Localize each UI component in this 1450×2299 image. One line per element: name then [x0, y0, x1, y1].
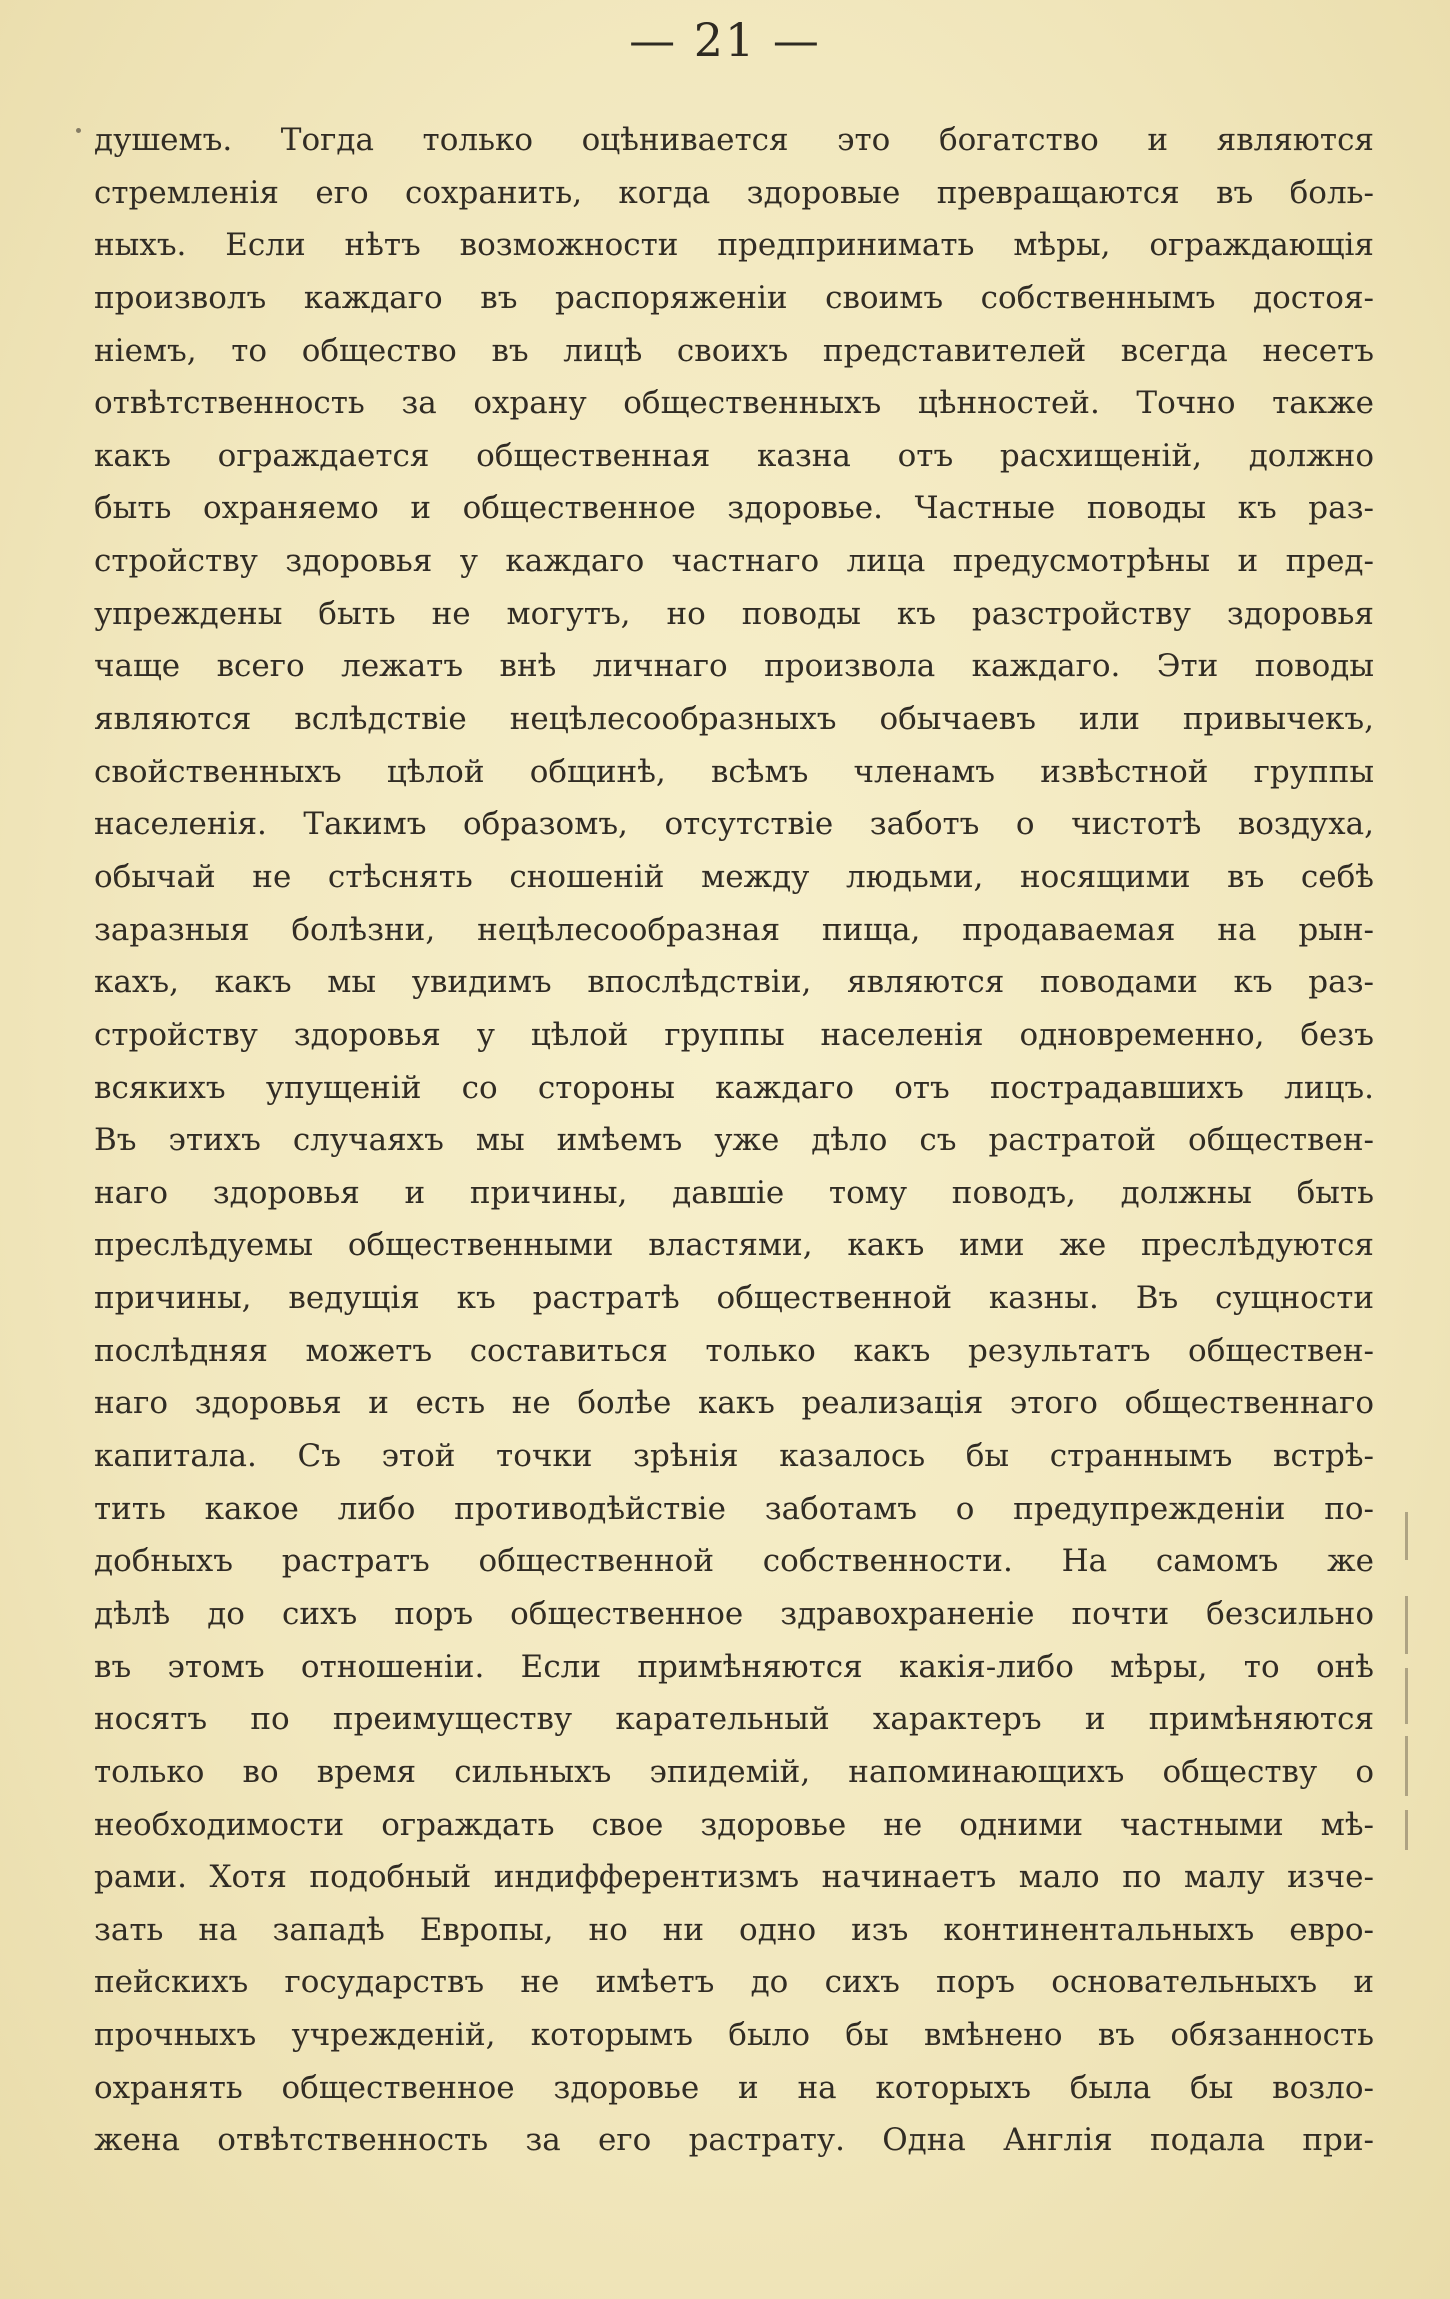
- text-line: дѣлѣ до сихъ поръ общественное здравохраненіе почти безсильно: [94, 1595, 1374, 1632]
- body-text: [94, 114, 1374, 2167]
- text-line: прочныхъ учрежденій, которымъ было бы вмѣнено въ обязанность: [94, 2017, 1374, 2054]
- text-line: рами. Хотя подобный индифферентизмъ начинаетъ мало по малу изче-: [94, 1859, 1374, 1896]
- margin-mark: [1405, 1736, 1408, 1796]
- text-line: носятъ по преимуществу карательный характеръ и примѣняются: [94, 1701, 1374, 1738]
- text-line: всякихъ упущеній со стороны каждаго отъ пострадавшихъ лицъ.: [94, 1069, 1374, 1106]
- text-line: пейскихъ государствъ не имѣетъ до сихъ поръ основательныхъ и: [94, 1964, 1374, 2001]
- text-line: зать на западѣ Европы, но ни одно изъ континентальныхъ евро-: [94, 1911, 1374, 1948]
- text-line: кахъ, какъ мы увидимъ впослѣдствіи, являются поводами къ раз-: [94, 964, 1374, 1001]
- text-line: стройству здоровья у цѣлой группы населенія одновременно, безъ: [94, 1016, 1374, 1053]
- text-line: въ этомъ отношеніи. Если примѣняются какія-либо мѣры, то онѣ: [94, 1648, 1374, 1685]
- text-line: заразныя болѣзни, нецѣлесообразная пища, продаваемая на рын-: [94, 911, 1374, 948]
- text-line: стремленія его сохранить, когда здоровые превращаются въ боль-: [94, 174, 1374, 211]
- text-line: добныхъ растратъ общественной собственности. На самомъ же: [94, 1543, 1374, 1580]
- text-line: наго здоровья и есть не болѣе какъ реализація этого общественнаго: [94, 1385, 1374, 1422]
- text-line: свойственныхъ цѣлой общинѣ, всѣмъ членамъ извѣстной группы: [94, 753, 1374, 790]
- text-line: наго здоровья и причины, давшіе тому поводъ, должны быть: [94, 1174, 1374, 1211]
- page-number: — 21 —: [629, 13, 821, 67]
- text-line: произволъ каждаго въ распоряженіи своимъ собственнымъ достоя-: [94, 279, 1374, 316]
- text-line: населенія. Такимъ образомъ, отсутствіе заботъ о чистотѣ воздуха,: [94, 806, 1374, 843]
- ink-speck: [76, 128, 81, 133]
- text-line: стройству здоровья у каждаго частнаго лица предусмотрѣны и пред-: [94, 543, 1374, 580]
- text-line: капитала. Съ этой точки зрѣнія казалось бы страннымъ встрѣ-: [94, 1438, 1374, 1475]
- text-line: чаще всего лежатъ внѣ личнаго произвола каждаго. Эти поводы: [94, 648, 1374, 685]
- text-line: ніемъ, то общество въ лицѣ своихъ представителей всегда несетъ: [94, 332, 1374, 369]
- text-line: обычай не стѣснять сношеній между людьми, носящими въ себѣ: [94, 858, 1374, 895]
- margin-mark: [1405, 1512, 1408, 1560]
- text-line: охранять общественное здоровье и на которыхъ была бы возло-: [94, 2069, 1374, 2106]
- text-line: какъ ограждается общественная казна отъ расхищеній, должно: [94, 437, 1374, 474]
- text-line: только во время сильныхъ эпидемій, напоминающихъ обществу о: [94, 1753, 1374, 1790]
- text-line: ныхъ. Если нѣтъ возможности предпринимать мѣры, ограждающія: [94, 227, 1374, 264]
- margin-mark: [1405, 1596, 1408, 1654]
- text-line: послѣдняя можетъ составиться только какъ результатъ обществен-: [94, 1332, 1374, 1369]
- text-line: упреждены быть не могутъ, но поводы къ разстройству здоровья: [94, 595, 1374, 632]
- text-line: Въ этихъ случаяхъ мы имѣемъ уже дѣло съ растратой обществен-: [94, 1122, 1374, 1159]
- text-line: отвѣтственность за охрану общественныхъ цѣнностей. Точно также: [94, 385, 1374, 422]
- margin-mark: [1405, 1668, 1408, 1724]
- text-line: преслѣдуемы общественными властями, какъ ими же преслѣдуются: [94, 1227, 1374, 1264]
- text-line: быть охраняемо и общественное здоровье. Частные поводы къ раз-: [94, 490, 1374, 527]
- text-line: душемъ. Тогда только оцѣнивается это богатство и являются: [94, 122, 1374, 158]
- text-line: являются вслѣдствіе нецѣлесообразныхъ обычаевъ или привычекъ,: [94, 701, 1374, 738]
- text-line: необходимости ограждать свое здоровье не одними частными мѣ-: [94, 1806, 1374, 1843]
- text-line: тить какое либо противодѣйствіе заботамъ о предупрежденіи по-: [94, 1490, 1374, 1527]
- margin-mark: [1405, 1810, 1408, 1850]
- text-line: жена отвѣтственность за его растрату. Одна Англія подала при-: [94, 2122, 1374, 2159]
- text-line: причины, ведущія къ растратѣ общественной казны. Въ сущности: [94, 1280, 1374, 1317]
